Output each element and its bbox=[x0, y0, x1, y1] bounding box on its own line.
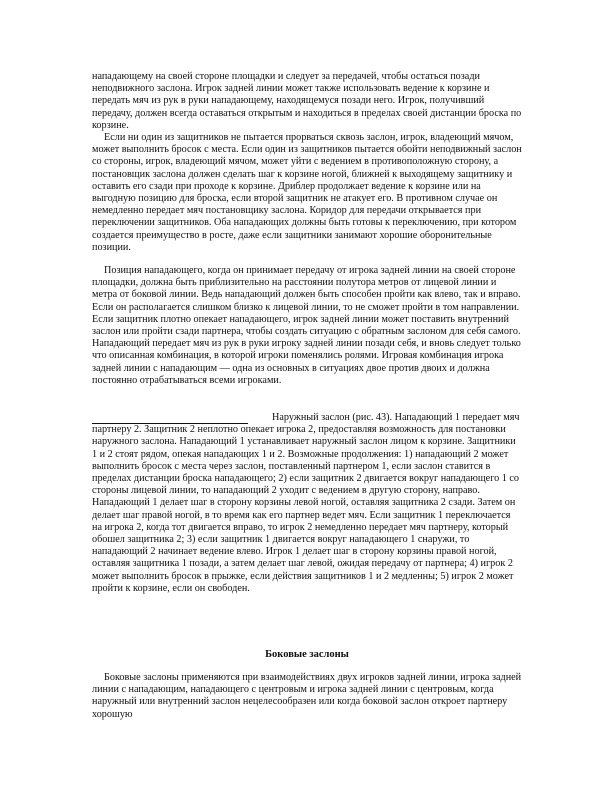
paragraph-outer-screen: Наружный заслон (рис. 43). Нападающий 1 передает мяч партнеру 2. Защитник 2 неплотно опекает игрока 2, предоставляя возможность для постановки наружного заслона. Нападающий 1 устанавливает наружный заслон лицом к корзине. Защитники 1 и 2 стоят рядом, опекая нападающих 1 и 2. Возможные продолжения: 1) нападающий 2 может выполнить бросок с места через заслон, поставленный партнером 1, если заслон ставится в пределах дистанции броска нападающего; 2) если защитник 2 двигается вокруг нападающего 1 со стороны лицевой линии, то нападающий 2 уходит с ведением в другую сторону, направо. Нападающий 1 делает шаг в сторону корзины левой ногой, оставляя защитника 2 сзади. Затем он делает шаг правой ногой, в то время как его партнер ведет мяч. Если защитник 1 переключается на игрока 2, когда тот двигается вправо, то игрок 2 немедленно передает мяч партнеру, который обошел защитника 2; 3) если защитник 1 двигается вокруг нападающего 1 снаружи, то нападающий 2 начинает ведение влево. Игрок 1 делает шаг в сторону корзины правой ногой, оставляя защитника 1 позади, а затем делает шаг левой, ожидая передачу от партнера; 4) игрок 2 может выполнить бросок в прыжке, если действия защитников 1 и 2 медленны; 5) игрок 2 может пройти к корзине, если он свободен. bbox=[92, 412, 520, 594]
text-block-side-screens bbox=[92, 672, 522, 721]
text-block-top bbox=[92, 71, 522, 254]
paragraph-forward-position: Позиция нападающего, когда он принимает передачу от игрока задней линии на своей стороне площадки, должна быть приблизительно на расстоянии полутора метров от лицевой линии и метра от боковой линии. Ведь нападающий должен быть способен пройти как влево, так и вправо. Если он располагается слишком близко к лицевой линии, то не сможет пройти в том направлении. Если защитник плотно опекает нападающего, игрок задней линии может поставить внутренний заслон или пройти сзади партнера, чтобы создать ситуацию с обратным заслоном для себя самого. Нападающий передает мяч из рук в руки игроку задней линии позади себя, и вновь следует только что описанная комбинация, в которой игроки поменялись ролями. Игровая комбинация игрока задней линии с нападающим — одна из основных в ситуациях двое против двоих и должна постоянно отрабатываться всеми игроками. bbox=[92, 265, 521, 386]
text-block-position bbox=[92, 265, 522, 387]
paragraph-side-screens: Боковые заслоны применяются при взаимодействиях двух игроков задней линии, игрока задней линии с нападающим, нападающего с центровым и игрока задней линии с центровым, когда наружный или внутренний заслон нецелесообразен или когда боковой заслон откроет партнеру хорошую bbox=[92, 672, 522, 720]
text-block-outer-screen bbox=[92, 412, 522, 595]
paragraph-continuation: нападающему на своей стороне площадки и следует за передачей, чтобы остаться позади неподвижного заслона. Игрок задней линии может также использовать ведение к корзине и передать мяч из рук в руки нападающему, находящемуся позади него. Игрок, получивший передачу, должен всегда оставаться открытым и находиться в пределах своей дистанции броска по корзине. bbox=[92, 71, 522, 131]
paragraph-screen-options: Если ни один из защитников не пытается прорваться сквозь заслон, игрок, владеющий мячом, может выполнить бросок с места. Если один из защитников пытается обойти неподвижный заслон со стороны, игрок, владеющий мячом, может уйти с ведением в противоположную сторону, а постановщик заслона должен сделать шаг к корзине ногой, ближней к выходящему защитнику и оставить его сзади при проходе к корзине. Дриблер продолжает ведение к корзине или на выгодную позицию для броска, если второй защитник не атакует его. В противном случае он немедленно передает мяч постановщику заслона. Коридор для передачи открывается при переключении защитников. Оба нападающих должны быть готовы к переключению, при котором создается преимущество в росте, даже если защитники занимают хорошие оборонительные позиции. bbox=[92, 132, 522, 253]
section-heading: Боковые заслоны bbox=[265, 649, 349, 660]
